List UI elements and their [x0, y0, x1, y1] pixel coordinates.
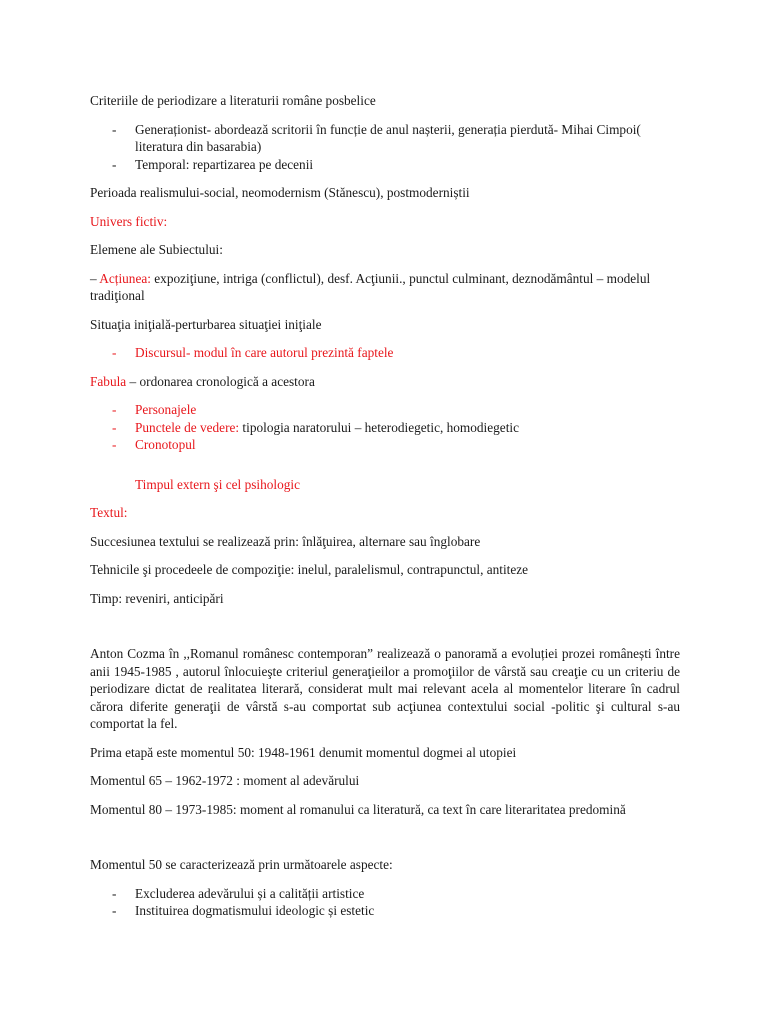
list-item: - Discursul- modul în care autorul prezintă faptele [90, 344, 680, 362]
list-item: - Generaționist- abordează scritorii în funcție de anul nașterii, generația pierdută- Mihai Cimpoi( literatura din basarabia) [90, 121, 680, 156]
fabula-line [90, 373, 680, 391]
cozma-paragraph: Anton Cozma în ,,Romanul românesc contemporan” realizează o panoramă a evoluției prozei românești între anii 1945-1985 , autorul înlocuieşte criteriul generaţieilor a promoţiilor de vârstă sau creaţie cu un criteriu de periodizare dictat de realitatea literară, considerat mult mai relevant acela al momentelor literare în cadrul cărora diferite generaţii de vârstă s-au comportat sub acţiunea contextului social -politic şi cultural s-au comportat la fel. [90, 646, 680, 731]
list-item: - Excluderea adevărului și a calității artistice [90, 885, 680, 903]
tehnicile-line: Tehnicile şi procedeele de compoziţie: inelul, paralelismul, contrapunctul, antiteze [90, 562, 529, 577]
document-body [90, 92, 680, 920]
actiunea-prefix: – [90, 270, 100, 286]
momentul65-line: Momentul 65 – 1962-1972 : moment al adevărului [90, 773, 360, 788]
list-item [90, 419, 680, 437]
fabula-label: Fabula [90, 373, 127, 389]
criteria-list [90, 121, 680, 174]
elemente-line: Elemene ale Subiectului: [90, 242, 223, 257]
fabula-text: – ordonarea cronologică a acestora [126, 373, 315, 389]
timpul-line: Timpul extern şi cel psihologic [135, 476, 300, 492]
list-item: - Cronotopul [90, 436, 680, 454]
prima-etapa-line: Prima etapă este momentul 50: 1948-1961 denumit momentul dogmei al utopiei [90, 744, 517, 760]
textul-heading: Textul: [90, 505, 128, 520]
momentul50-list [90, 885, 680, 920]
actiunea-text: expoziţiune, intriga (conflictul), desf. Acţiunii., punctul culminant, deznodământul – modelul tradiţional [90, 270, 651, 303]
list-item: - Instituirea dogmatismului ideologic și estetic [90, 902, 680, 920]
list-item: - Temporal: repartizarea pe decenii [90, 156, 680, 174]
actiunea-label: Acțiunea: [99, 270, 151, 286]
situatia-line: Situaţia iniţială-perturbarea situaţiei iniţiale [90, 316, 322, 332]
periods-line: Perioada realismului-social, neomodernism (Stănescu), postmoderniștii [90, 185, 470, 200]
puncte-label: Punctele de vedere: [135, 419, 240, 435]
fabula-list [90, 401, 680, 454]
puncte-text: tipologia naratorului – heterodiegetic, homodiegetic [239, 419, 519, 435]
document-title: Criteriile de periodizare a literaturii române posbelice [90, 93, 376, 108]
timp-line: Timp: reveniri, anticipări [90, 590, 224, 606]
list-item: - Personajele [90, 401, 680, 419]
univers-heading: Univers fictiv: [90, 213, 168, 229]
momentul50-intro: Momentul 50 se caracterizează prin următoarele aspecte: [90, 857, 393, 872]
actiunea-line [90, 270, 680, 305]
discursul-list [90, 344, 680, 362]
succesiunea-line: Succesiunea textului se realizează prin: înlăţuirea, alternare sau înglobare [90, 533, 481, 549]
momentul80-line: Momentul 80 – 1973-1985: moment al romanului ca literatură, ca text în care literaritatea predomină [90, 801, 626, 817]
